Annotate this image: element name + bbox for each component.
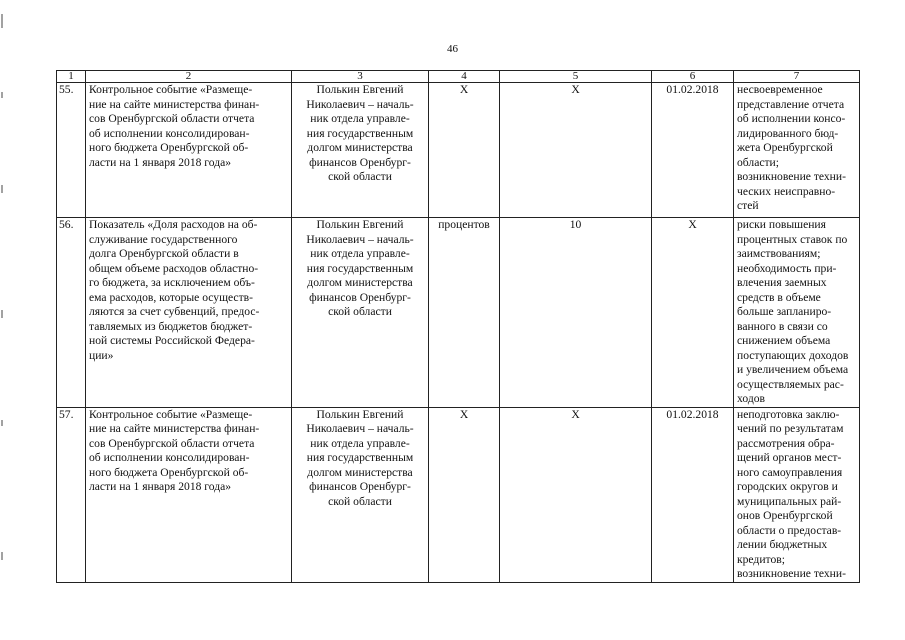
date-cell: 01.02.2018 <box>652 407 734 582</box>
header-cell: 7 <box>734 71 860 83</box>
risks-cell: риски повышения процентных ставок по заимствованиям; необходимость при- влечения заемных средств в объеме больше запланиро- ванного в связи со снижением объема поступающих доходов и увеличением объема осуществляемых рас- ходов <box>734 218 860 408</box>
event-cell: Контрольное событие «Размеще- ние на сайте министерства финан- сов Оренбургской области отчета об исполнении консолидирован- ного бюджета Оренбургской об- ласти на 1 января 2018 года» <box>86 83 292 218</box>
row-number: 57. <box>57 407 86 582</box>
header-cell: 2 <box>86 71 292 83</box>
event-cell: Показатель «Доля расходов на об- служивание государственного долга Оренбургской области в общем объеме расходов областно- го бюджета, за исключением объ- ема расходов, которые осуществ- ляются за счет субвенций, предос- тавляемых из бюджетов бюджет- ной системы Российской Федера- ции» <box>86 218 292 408</box>
header-cell: 5 <box>500 71 652 83</box>
plan-table <box>56 70 860 583</box>
table-header-row <box>57 71 860 83</box>
header-cell: 4 <box>429 71 500 83</box>
header-cell: 6 <box>652 71 734 83</box>
responsible-cell: Полькин Евгений Николаевич – началь- ник отдела управле- ния государственным долгом министерства финансов Оренбург- ской области <box>292 83 429 218</box>
responsible-cell: Полькин Евгений Николаевич – началь- ник отдела управле- ния государственным долгом министерства финансов Оренбург- ской области <box>292 407 429 582</box>
page-number: 46 <box>447 43 458 55</box>
header-cell: 3 <box>292 71 429 83</box>
event-cell: Контрольное событие «Размеще- ние на сайте министерства финан- сов Оренбургской области отчета об исполнении консолидирован- ного бюджета Оренбургской об- ласти на 1 января 2018 года» <box>86 407 292 582</box>
header-cell: 1 <box>57 71 86 83</box>
unit-cell: Х <box>429 407 500 582</box>
risks-cell: неподготовка заклю- чений по результатам рассмотрения обра- щений органов мест- ного самоуправления городских округов и муниципальных рай- онов Оренбургской области о предостав- лении бюджетных кредитов; возникновение техни- <box>734 407 860 582</box>
row-number: 55. <box>57 83 86 218</box>
table-row <box>57 407 860 582</box>
responsible-cell: Полькин Евгений Николаевич – началь- ник отдела управле- ния государственным долгом министерства финансов Оренбург- ской области <box>292 218 429 408</box>
value-cell: Х <box>500 407 652 582</box>
value-cell: 10 <box>500 218 652 408</box>
table-row <box>57 83 860 218</box>
value-cell: Х <box>500 83 652 218</box>
unit-cell: Х <box>429 83 500 218</box>
unit-cell: процентов <box>429 218 500 408</box>
table-row <box>57 218 860 408</box>
row-number: 56. <box>57 218 86 408</box>
date-cell: Х <box>652 218 734 408</box>
date-cell: 01.02.2018 <box>652 83 734 218</box>
risks-cell: несвоевременное представление отчета об исполнении консо- лидированного бюд- жета Оренбургской области; возникновение техни- ческих неисправно- стей <box>734 83 860 218</box>
